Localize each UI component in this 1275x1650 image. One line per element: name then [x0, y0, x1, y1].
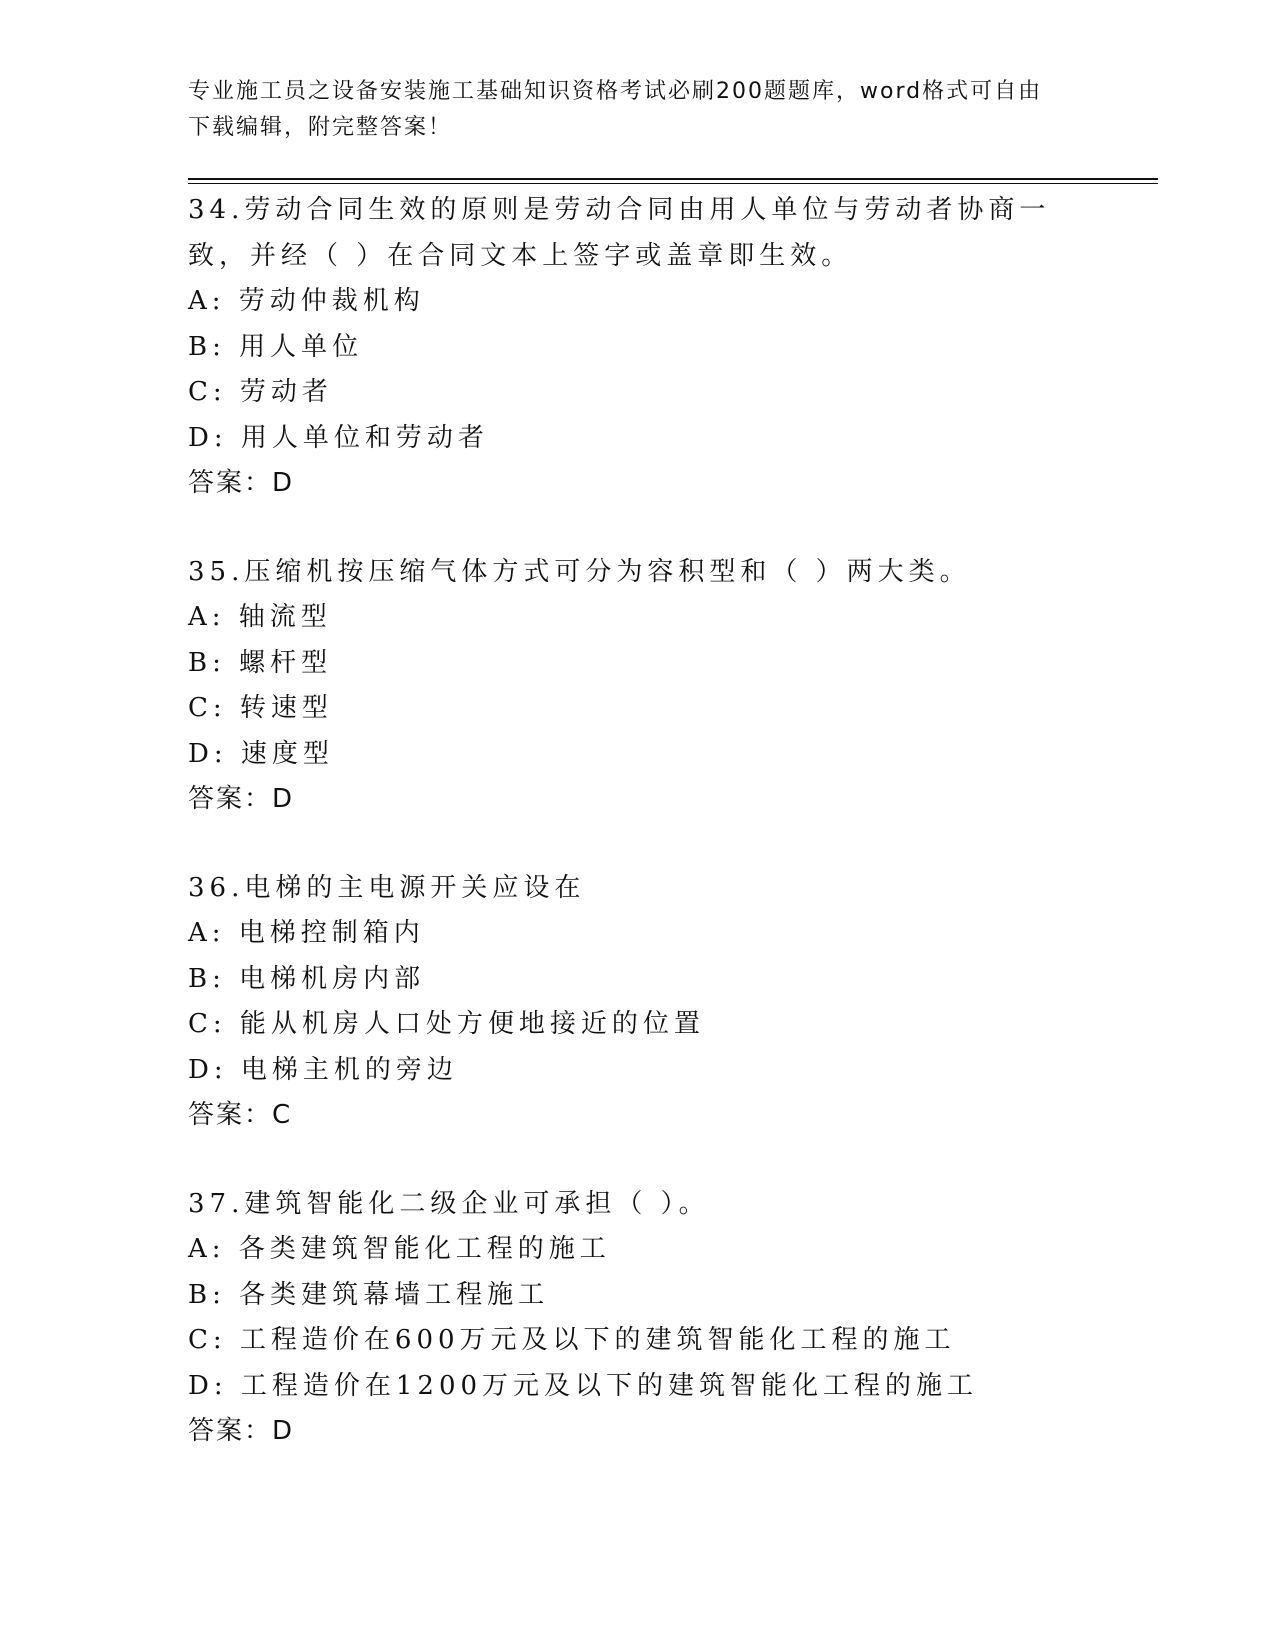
option-d: D: 速度型 [188, 738, 334, 769]
header-line-2: 下载编辑，附完整答案！ [188, 115, 453, 140]
question-stem: 34.劳动合同生效的原则是劳动合同由用人单位与劳动者协商一致，并经（ ）在合同文本上签字或盖章即生效。 [188, 195, 1051, 271]
option-a: A: 劳动仲裁机构 [188, 286, 425, 316]
header-divider-thin [188, 183, 1158, 184]
option-b: B: 螺杆型 [188, 647, 333, 678]
question-34 [188, 188, 1088, 507]
option-d: D: 工程造价在1200万元及以下的建筑智能化工程的施工 [188, 1370, 979, 1401]
option-a: A: 轴流型 [188, 602, 332, 632]
answer-line: 答案：D [188, 1416, 295, 1446]
option-c: C: 能从机房人口处方便地接近的位置 [188, 1009, 705, 1039]
answer-line: 答案：D [188, 468, 295, 498]
option-d: D: 用人单位和劳动者 [188, 422, 489, 453]
option-a: A: 电梯控制箱内 [188, 918, 425, 948]
question-list [188, 188, 1088, 1498]
option-c: C: 工程造价在600万元及以下的建筑智能化工程的施工 [188, 1325, 956, 1355]
question-stem: 36.电梯的主电源开关应设在 [188, 872, 586, 903]
question-35 [188, 550, 1088, 823]
option-c: C: 劳动者 [188, 377, 333, 407]
option-b: B: 用人单位 [188, 331, 364, 362]
option-d: D: 电梯主机的旁边 [188, 1054, 458, 1085]
header-line-1: 专业施工员之设备安装施工基础知识资格考试必刷200题题库，word格式可自由 [188, 79, 1043, 104]
question-stem: 35.压缩机按压缩气体方式可分为容积型和（ ）两大类。 [188, 556, 971, 587]
option-b: B: 电梯机房内部 [188, 963, 426, 994]
header-divider [188, 178, 1158, 180]
option-a: A: 各类建筑智能化工程的施工 [188, 1234, 611, 1264]
option-b: B: 各类建筑幕墙工程施工 [188, 1279, 550, 1310]
document-header [188, 74, 1088, 146]
question-36 [188, 866, 1088, 1139]
question-37 [188, 1182, 1088, 1455]
question-stem: 37.建筑智能化二级企业可承担（ ）。 [188, 1188, 710, 1219]
answer-line: 答案：D [188, 784, 295, 814]
option-c: C: 转速型 [188, 693, 333, 723]
answer-line: 答案：C [188, 1100, 293, 1130]
